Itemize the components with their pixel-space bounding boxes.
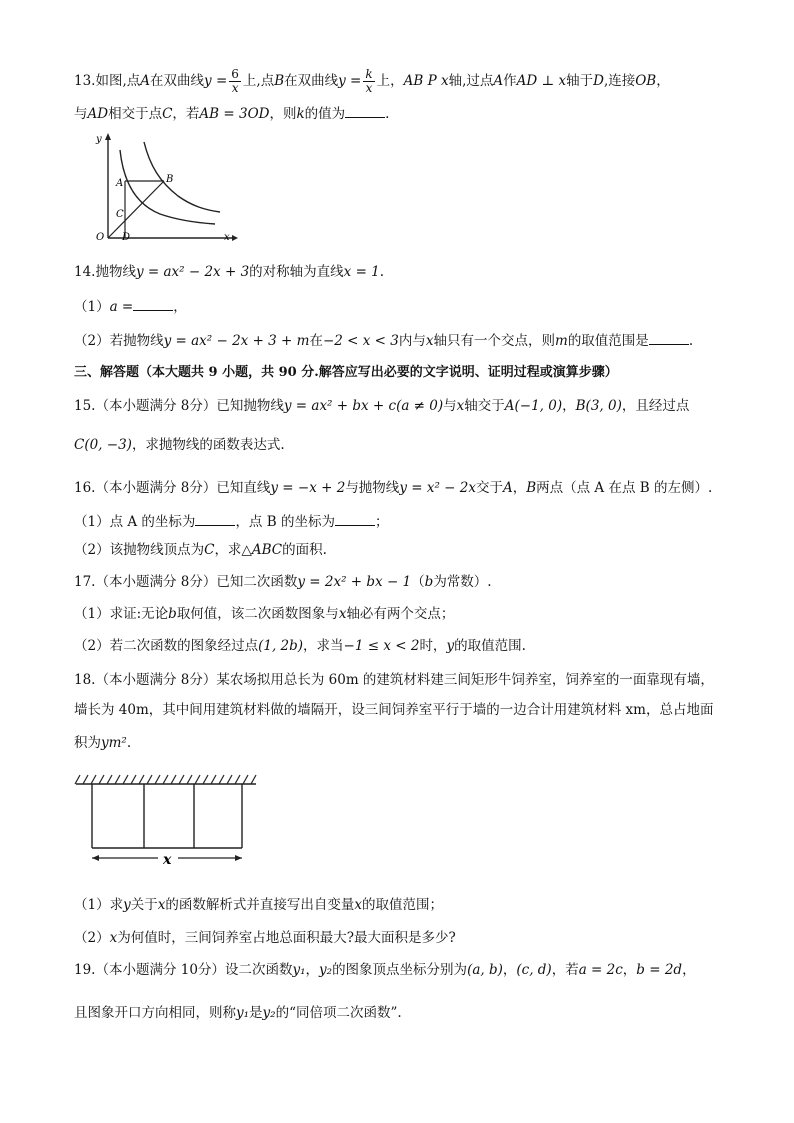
answer-blank	[345, 105, 385, 118]
x-axis-arrow	[232, 235, 238, 241]
answer-blank	[649, 332, 689, 345]
q18-figure	[74, 770, 264, 870]
q13-line2: 与AD相交于点C，若AB = 3OD，则k的值为 .	[74, 106, 390, 122]
label-O: O	[96, 232, 105, 243]
hatch-mark	[195, 775, 200, 784]
hatch-mark	[187, 775, 192, 784]
dimension-arrow-left	[92, 855, 99, 861]
label-D: D	[122, 232, 131, 243]
wall-hatching	[75, 775, 256, 784]
q17-line1: 17.（本小题满分 8分）已知二次函数y = 2x² + bx − 1（b为常数）.	[74, 574, 492, 590]
hatch-mark	[131, 775, 136, 784]
y-axis-arrow	[105, 133, 111, 140]
hatch-mark	[219, 775, 224, 784]
label-B: B	[166, 174, 174, 185]
hatch-mark	[139, 775, 144, 784]
hatch-mark	[211, 775, 216, 784]
label-C: C	[116, 209, 124, 220]
q14-part1: （1）a = ，	[74, 299, 187, 315]
hatch-mark	[227, 775, 232, 784]
label-y: y	[96, 134, 102, 145]
q13-fraction-1: $\frac{6}{x}$	[231, 67, 239, 95]
q18-line2: 墙长为 40m，其中间用建筑材料做的墙隔开，设三间饲养室平行于墙的一边合计用建筑材料 xm，总占地面	[74, 702, 714, 718]
q17-part1: （1）求证:无论b取何值，该二次函数图象与x轴必有两个交点；	[74, 606, 455, 622]
answer-blank	[195, 513, 235, 526]
q13-number: 13.	[74, 73, 96, 89]
hatch-mark	[107, 775, 112, 784]
hatch-mark	[243, 775, 248, 784]
hyperbola-k-over-x	[144, 142, 220, 212]
label-A: A	[116, 178, 124, 189]
q16-part1: （1）点 A 的坐标为 ，点 B 的坐标为 ；	[74, 514, 389, 530]
hatch-mark	[123, 775, 128, 784]
label-x: x	[224, 232, 230, 243]
hatch-mark	[99, 775, 104, 784]
q18-part2: （2）x为何值时，三间饲养室占地总面积最大?最大面积是多少?	[74, 930, 456, 946]
q18-line3: 积为ym².	[74, 735, 132, 751]
hatch-mark	[83, 775, 88, 784]
hatch-mark	[235, 775, 240, 784]
q17-part2: （2）若二次函数的图象经过点(1, 2b)，求当−1 ≤ x < 2时，y的取值范围.	[74, 638, 526, 654]
q19-line2: 且图象开口方向相同，则称y₁是y₂的“同倍项二次函数”.	[74, 1005, 402, 1021]
q18-line1: 18.（本小题满分 8分）某农场拟用总长为 60m 的建筑材料建三间矩形牛饲养室，饲养室的一面靠现有墙，	[74, 672, 714, 688]
dimension-label-x: x	[163, 852, 172, 868]
answer-blank	[133, 298, 173, 311]
hatch-mark	[203, 775, 208, 784]
hatch-mark	[251, 775, 256, 784]
q19-line1: 19.（本小题满分 10分）设二次函数y₁，y₂的图象顶点坐标分别为(a, b)，(c, d)，若a = 2c，b = 2d，	[74, 962, 696, 978]
q15-line2: C(0, −3)，求抛物线的函数表达式.	[74, 437, 285, 453]
q14-line1: 14.抛物线y = ax² − 2x + 3的对称轴为直线x = 1.	[74, 264, 385, 280]
q14-part2: （2）若抛物线y = ax² − 2x + 3 + m在−2 < x < 3内与x轴只有一个交点，则m的取值范围是 .	[74, 333, 694, 349]
hatch-mark	[75, 775, 80, 784]
hatch-mark	[179, 775, 184, 784]
q15-line1: 15.（本小题满分 8分）已知抛物线y = ax² + bx + c(a ≠ 0)与x轴交于A(−1, 0)，B(3, 0)，且经过点	[74, 398, 690, 414]
q16-line1: 16.（本小题满分 8分）已知直线y = −x + 2与抛物线y = x² − 2x交于A，B两点（点 A 在点 B 的左侧）.	[74, 480, 713, 496]
hatch-mark	[115, 775, 120, 784]
q13-figure	[80, 128, 240, 246]
section-heading: 三、解答题（本大题共 9 小题，共 90 分.解答应写出必要的文字说明、证明过程或演算步骤）	[74, 365, 618, 380]
q16-part2: （2）该抛物线顶点为C，求△ABC的面积.	[74, 542, 327, 558]
q18-part1: （1）求y关于x的函数解析式并直接写出自变量x的取值范围；	[74, 897, 443, 913]
answer-blank	[335, 513, 375, 526]
hatch-mark	[91, 775, 96, 784]
hatch-mark	[171, 775, 176, 784]
hatch-mark	[147, 775, 152, 784]
dimension-arrow-right	[235, 855, 242, 861]
q13-fraction-2: $\frac{k}{x}$	[365, 67, 373, 95]
hatch-mark	[155, 775, 160, 784]
q13-line1: 13.如图,点A在双曲线y = $\frac{6}{x}$ 上,点B在双曲线y = $\frac{k}{x}$ 上，AB P x轴,过点A作AD ⊥ x轴于D,连接OB，	[74, 67, 670, 95]
hatch-mark	[163, 775, 168, 784]
